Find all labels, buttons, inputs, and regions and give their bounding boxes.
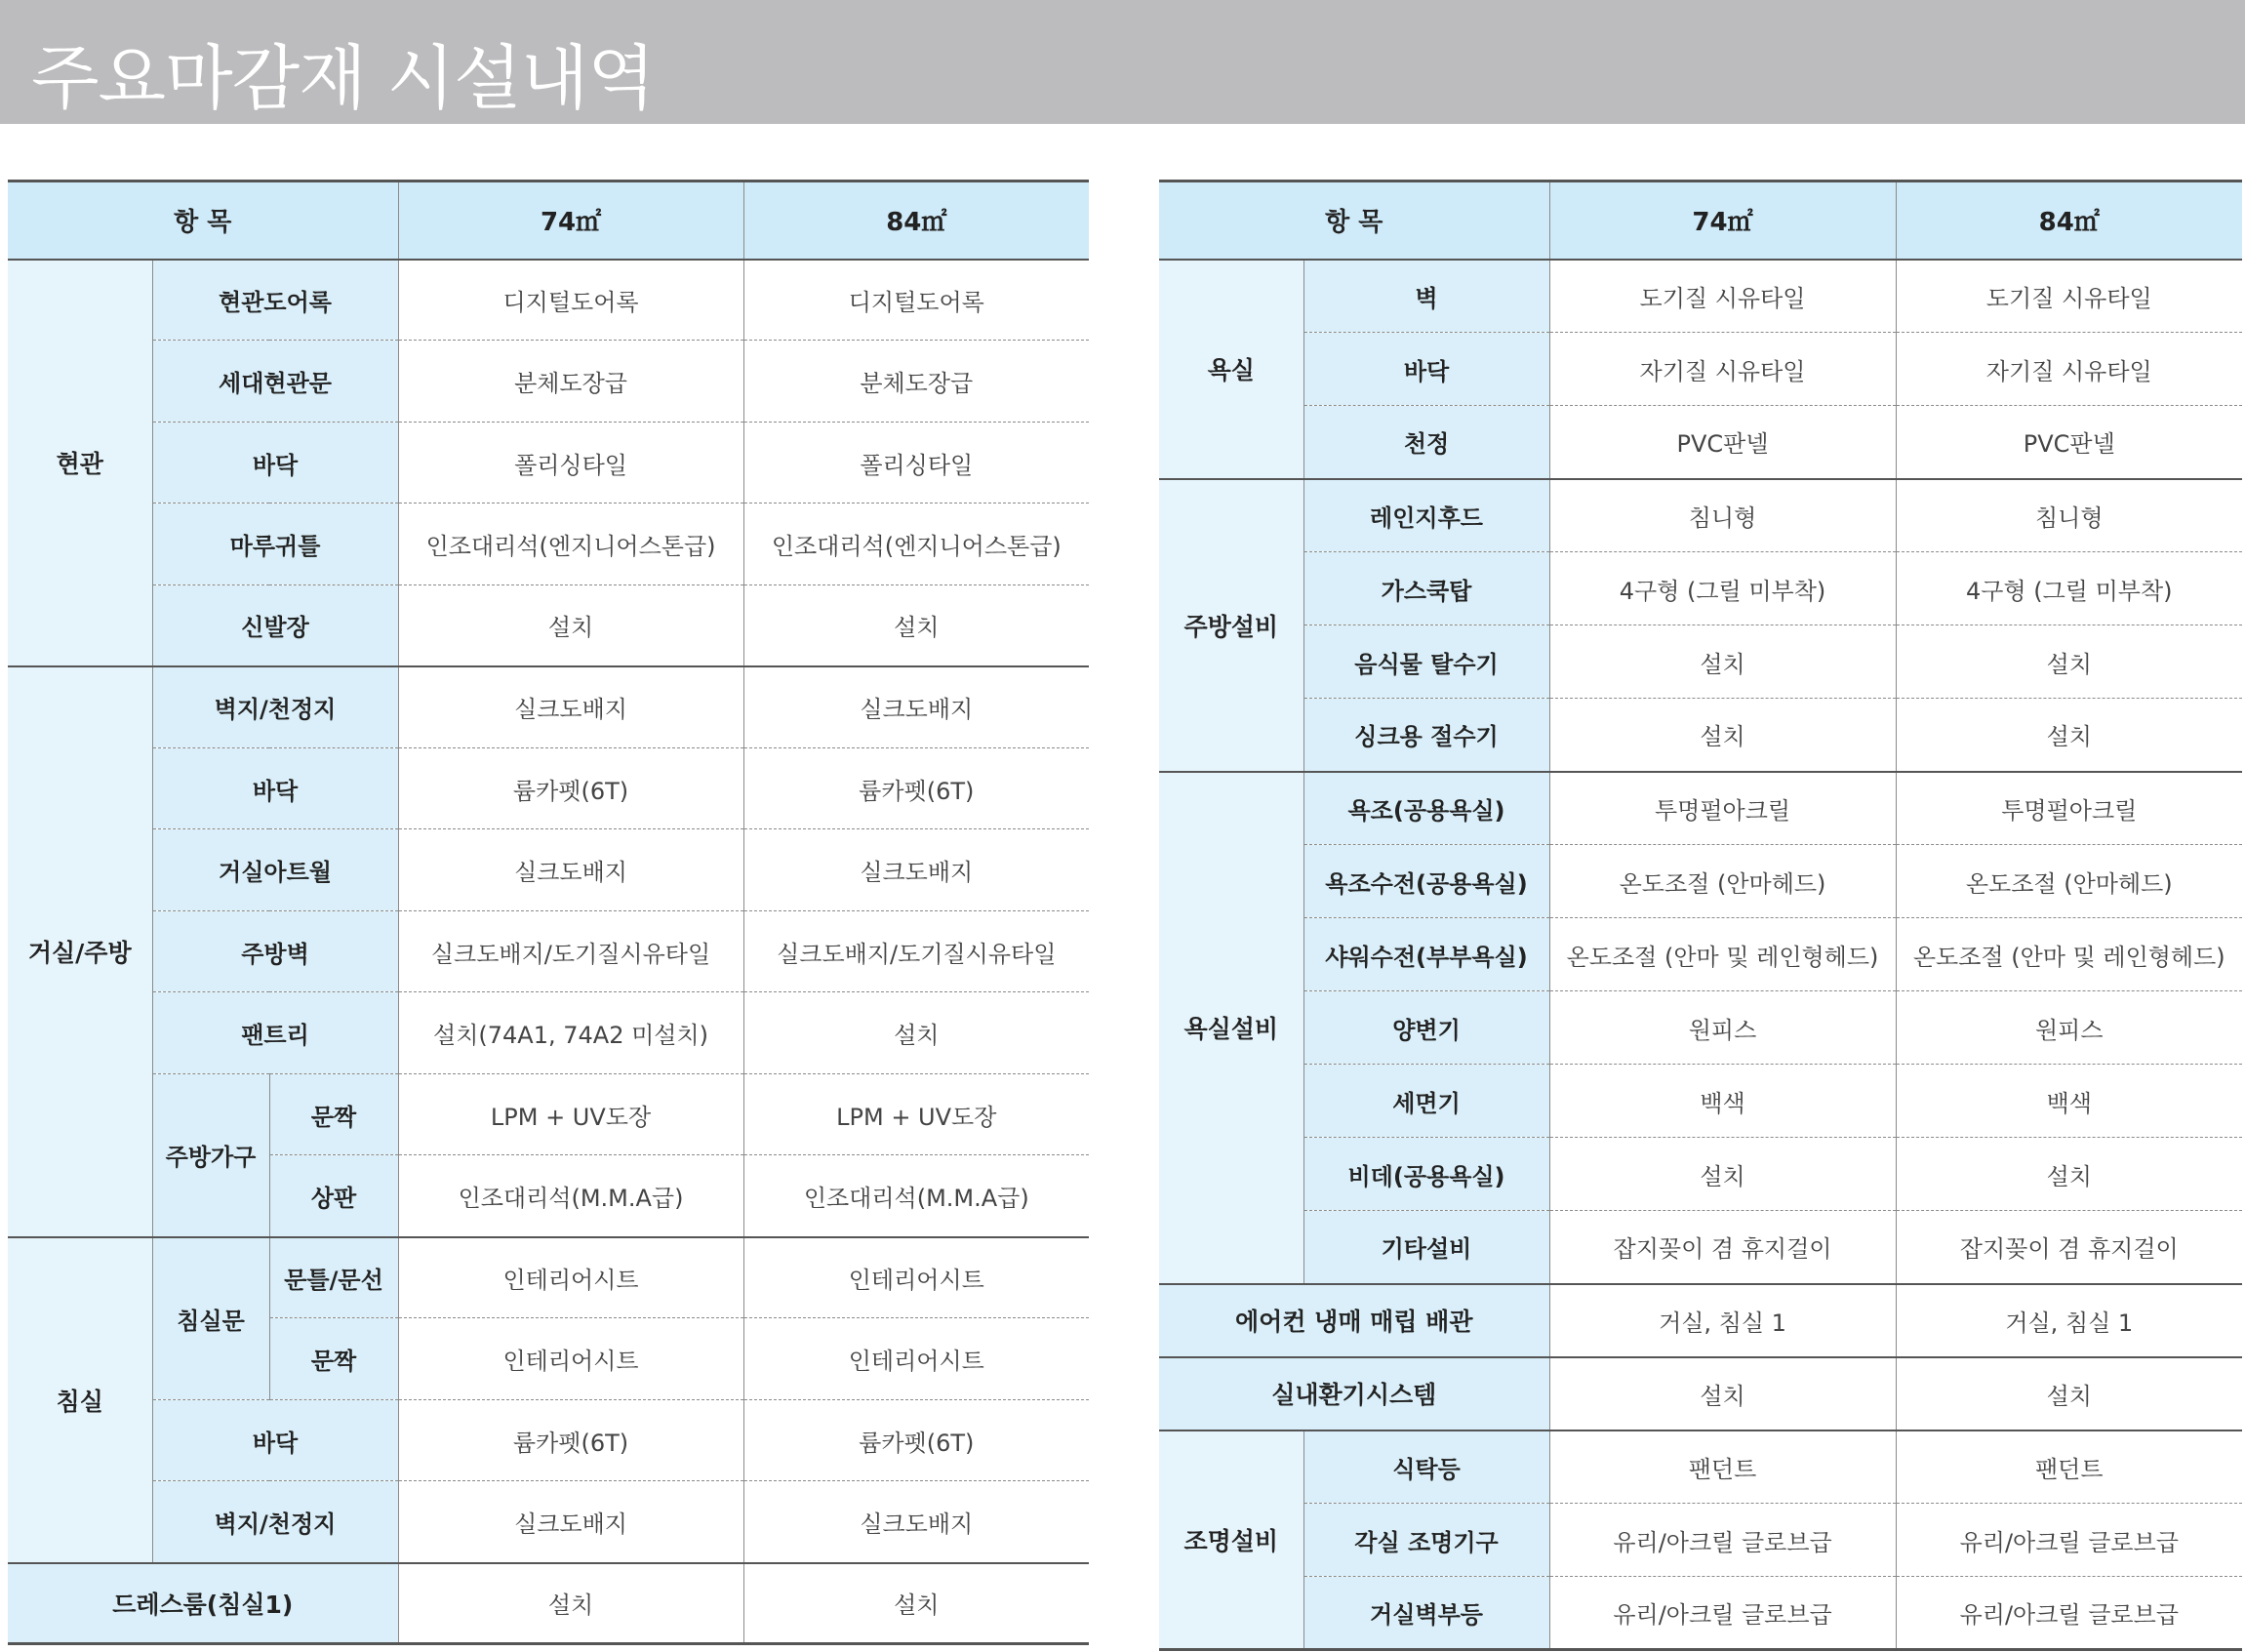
item-cell: 비데(공용욕실) [1303,1138,1549,1211]
value-84: 설치 [1896,1138,2242,1211]
value-84: 폴리싱타일 [743,423,1089,504]
value-74: 폴리싱타일 [398,423,743,504]
value-84: 설치 [743,585,1089,666]
item-cell: 식탁등 [1303,1430,1549,1504]
item-cell: 침실문 [152,1237,269,1400]
value-84: PVC판넬 [1896,406,2242,479]
value-84: 륨카펫(6T) [743,1400,1089,1481]
table-row [8,666,1089,748]
category-cell: 침실 [8,1237,152,1563]
subitem-cell: 상판 [269,1155,398,1237]
subitem-cell: 문짝 [269,1074,398,1155]
page-title: 주요마감재 시설내역 [31,37,655,119]
value-84: 실크도배지 [743,1481,1089,1563]
table-header-row [8,181,1089,260]
value-84: 디지털도어록 [743,260,1089,341]
item-cell: 바닥 [152,748,398,829]
value-74: 실크도배지/도기질시유타일 [398,911,743,992]
table-row [1159,1065,2242,1138]
value-84: 자기질 시유타일 [1896,333,2242,406]
value-74: 실크도배지 [398,666,743,748]
table-row [1159,1430,2242,1504]
table-row [1159,1211,2242,1284]
item-cell: 마루귀틀 [152,504,398,585]
value-74: 인조대리석(M.M.A급) [398,1155,743,1237]
table-row [8,341,1089,423]
item-cell: 주방가구 [152,1074,269,1237]
value-84: 온도조절 (안마헤드) [1896,845,2242,918]
item-cell: 바닥 [152,423,398,504]
category-cell: 조명설비 [1159,1430,1303,1650]
category-cell: 현관 [8,260,152,666]
item-cell: 가스쿡탑 [1303,552,1549,625]
table-row [1159,772,2242,845]
header-74: 74㎡ [1549,181,1896,260]
item-cell: 기타설비 [1303,1211,1549,1284]
item-cell: 각실 조명기구 [1303,1504,1549,1577]
value-74: 도기질 시유타일 [1549,260,1896,333]
subitem-cell: 문짝 [269,1318,398,1400]
value-74: 팬던트 [1549,1430,1896,1504]
item-cell: 샤워수전(부부욕실) [1303,918,1549,991]
table-row [1159,260,2242,333]
value-84: 백색 [1896,1065,2242,1138]
value-84: 유리/아크릴 글로브급 [1896,1577,2242,1650]
value-74: 설치 [398,585,743,666]
value-84: 도기질 시유타일 [1896,260,2242,333]
item-cell: 드레스룸(침실1) [8,1563,398,1644]
table-row [1159,1284,2242,1357]
value-74: 백색 [1549,1065,1896,1138]
value-84: 유리/아크릴 글로브급 [1896,1504,2242,1577]
table-row [1159,1357,2242,1430]
category-cell: 주방설비 [1159,479,1303,772]
table-row [1159,479,2242,552]
table-row [8,829,1089,911]
value-74: 인조대리석(엔지니어스톤급) [398,504,743,585]
value-84: 인테리어시트 [743,1318,1089,1400]
table-row [8,1074,1089,1155]
value-74: 인테리어시트 [398,1237,743,1318]
value-74: 원피스 [1549,991,1896,1065]
value-74: 유리/아크릴 글로브급 [1549,1577,1896,1650]
value-84: 팬던트 [1896,1430,2242,1504]
value-84: 침니형 [1896,479,2242,552]
value-84: 온도조절 (안마 및 레인형헤드) [1896,918,2242,991]
table-row [1159,699,2242,772]
item-cell: 싱크용 절수기 [1303,699,1549,772]
value-84: 4구형 (그릴 미부착) [1896,552,2242,625]
value-74: 륨카펫(6T) [398,748,743,829]
value-74: 실크도배지 [398,1481,743,1563]
table-row [8,260,1089,341]
title-bar [0,0,2245,124]
value-84: 실크도배지 [743,666,1089,748]
item-cell: 현관도어록 [152,260,398,341]
table-row [1159,845,2242,918]
table-row [1159,1138,2242,1211]
item-cell: 거실아트월 [152,829,398,911]
value-74: 설치(74A1, 74A2 미설치) [398,992,743,1074]
header-74: 74㎡ [398,181,743,260]
item-cell: 거실벽부등 [1303,1577,1549,1650]
category-cell: 욕실설비 [1159,772,1303,1284]
value-74: 인테리어시트 [398,1318,743,1400]
table-row [8,423,1089,504]
table-row [1159,333,2242,406]
value-84: 분체도장급 [743,341,1089,423]
value-74: 침니형 [1549,479,1896,552]
value-84: 설치 [1896,1357,2242,1430]
table-row [8,1563,1089,1644]
table-header-row [1159,181,2242,260]
value-84: 설치 [1896,699,2242,772]
value-74: 자기질 시유타일 [1549,333,1896,406]
value-74: 유리/아크릴 글로브급 [1549,1504,1896,1577]
item-cell: 주방벽 [152,911,398,992]
item-cell: 실내환기시스템 [1159,1357,1549,1430]
value-84: 인조대리석(M.M.A급) [743,1155,1089,1237]
header-84: 84㎡ [743,181,1089,260]
table-row [8,1400,1089,1481]
value-74: 설치 [398,1563,743,1644]
value-84: LPM + UV도장 [743,1074,1089,1155]
table-row [1159,625,2242,699]
value-74: 온도조절 (안마 및 레인형헤드) [1549,918,1896,991]
value-84: 잡지꽂이 겸 휴지걸이 [1896,1211,2242,1284]
item-cell: 바닥 [1303,333,1549,406]
item-cell: 욕조(공용욕실) [1303,772,1549,845]
value-74: 잡지꽂이 겸 휴지걸이 [1549,1211,1896,1284]
value-74: 투명펄아크릴 [1549,772,1896,845]
category-cell: 욕실 [1159,260,1303,479]
value-74: LPM + UV도장 [398,1074,743,1155]
item-cell: 바닥 [152,1400,398,1481]
value-84: 원피스 [1896,991,2242,1065]
table-row [1159,991,2242,1065]
table-row [1159,406,2242,479]
value-84: 실크도배지 [743,829,1089,911]
table-row [1159,552,2242,625]
value-84: 륨카펫(6T) [743,748,1089,829]
table-row [8,1237,1089,1318]
value-74: 설치 [1549,699,1896,772]
value-74: PVC판넬 [1549,406,1896,479]
table-row [8,911,1089,992]
value-84: 투명펄아크릴 [1896,772,2242,845]
item-cell: 팬트리 [152,992,398,1074]
value-74: 륨카펫(6T) [398,1400,743,1481]
subitem-cell: 문틀/문선 [269,1237,398,1318]
table-row [8,504,1089,585]
left-spec-table [8,180,1089,1645]
item-cell: 세면기 [1303,1065,1549,1138]
value-84: 실크도배지/도기질시유타일 [743,911,1089,992]
value-74: 설치 [1549,1138,1896,1211]
item-cell: 벽지/천정지 [152,1481,398,1563]
item-cell: 음식물 탈수기 [1303,625,1549,699]
value-74: 설치 [1549,625,1896,699]
value-84: 거실, 침실 1 [1896,1284,2242,1357]
value-74: 디지털도어록 [398,260,743,341]
item-cell: 레인지후드 [1303,479,1549,552]
value-74: 4구형 (그릴 미부착) [1549,552,1896,625]
table-row [8,748,1089,829]
right-spec-table [1159,180,2242,1651]
item-cell: 욕조수전(공용욕실) [1303,845,1549,918]
item-cell: 신발장 [152,585,398,666]
table-row [8,1481,1089,1563]
value-74: 거실, 침실 1 [1549,1284,1896,1357]
table-row [8,992,1089,1074]
item-cell: 벽 [1303,260,1549,333]
item-cell: 세대현관문 [152,341,398,423]
value-84: 인조대리석(엔지니어스톤급) [743,504,1089,585]
header-84: 84㎡ [1896,181,2242,260]
item-cell: 양변기 [1303,991,1549,1065]
category-cell: 거실/주방 [8,666,152,1237]
value-74: 분체도장급 [398,341,743,423]
value-74: 온도조절 (안마헤드) [1549,845,1896,918]
table-row [8,585,1089,666]
table-row [1159,1577,2242,1650]
value-84: 인테리어시트 [743,1237,1089,1318]
header-item: 항 목 [1159,181,1549,260]
item-cell: 에어컨 냉매 매립 배관 [1159,1284,1549,1357]
value-84: 설치 [743,1563,1089,1644]
item-cell: 벽지/천정지 [152,666,398,748]
table-row [1159,1504,2242,1577]
value-84: 설치 [743,992,1089,1074]
item-cell: 천정 [1303,406,1549,479]
header-item: 항 목 [8,181,398,260]
value-84: 설치 [1896,625,2242,699]
value-74: 설치 [1549,1357,1896,1430]
table-row [1159,918,2242,991]
value-74: 실크도배지 [398,829,743,911]
